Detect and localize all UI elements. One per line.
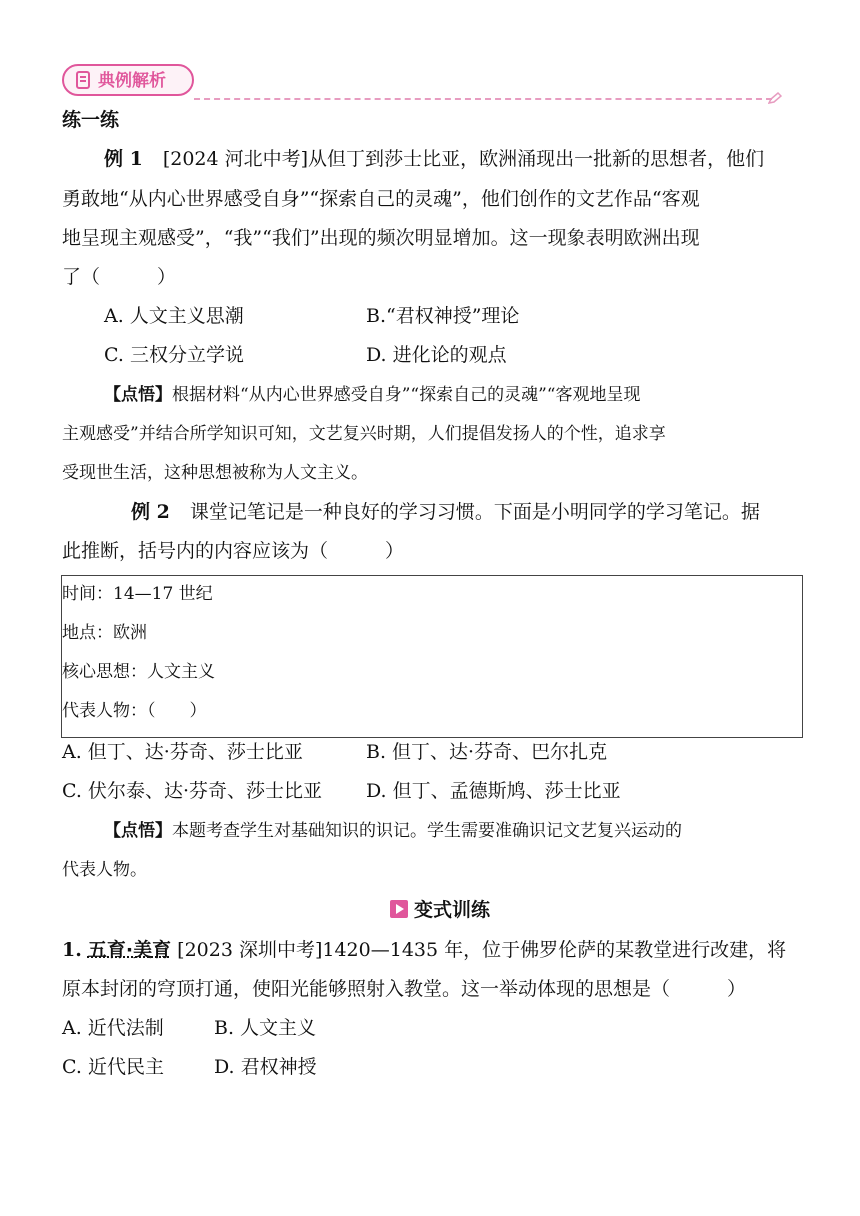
pencil-icon [768, 92, 782, 104]
example1-insight-line2: 主观感受”并结合所学知识可知，文艺复兴时期，人们提倡发扬人的个性，追求享 [62, 424, 666, 444]
insight-label: 【点悟】 [104, 385, 172, 405]
example1-option-a[interactable]: A. 人文主义思潮 [104, 305, 244, 327]
variant-q1-option-a[interactable]: A. 近代法制 [62, 1017, 164, 1039]
variant-q1-option-b[interactable]: B. 人文主义 [214, 1017, 317, 1039]
note-figures: 代表人物：（ ） [62, 701, 207, 721]
example1-label: 例 1 [104, 148, 143, 170]
example1-stem-line4: 了（ ） [62, 266, 177, 288]
section-header [62, 64, 194, 96]
example2-option-c[interactable]: C. 伏尔泰、达·芬奇、莎士比亚 [62, 780, 322, 802]
example2-insight-line1: 【点悟】本题考查学生对基础知识的识记。学生需要准确识记文艺复兴运动的 [104, 821, 682, 841]
note-time: 时间：14—17 世纪 [62, 584, 213, 604]
example2-label: 例 2 [131, 501, 170, 523]
example2-stem-line2: 此推断，括号内的内容应该为（ ） [62, 540, 405, 562]
example1-option-c[interactable]: C. 三权分立学说 [104, 344, 244, 366]
practice-label: 练一练 [62, 109, 120, 131]
note-core-idea: 核心思想：人文主义 [62, 662, 215, 682]
example1-option-d[interactable]: D. 进化论的观点 [366, 344, 507, 366]
header-divider [194, 98, 772, 100]
insight-label: 【点悟】 [104, 821, 172, 841]
example1-stem-line2: 勇敢地“从内心世界感受自身”“探索自己的灵魂”，他们创作的文艺作品“客观 [62, 188, 700, 210]
example1-stem-line1: 例 1 [2024 河北中考]从但丁到莎士比亚，欧洲涌现出一批新的思想者，他们 [104, 148, 765, 170]
section-title: 典例解析 [98, 71, 166, 91]
example1-insight-line1: 【点悟】根据材料“从内心世界感受自身”“探索自己的灵魂”“客观地呈现 [104, 385, 641, 405]
variant-q1-option-c[interactable]: C. 近代民主 [62, 1056, 164, 1078]
example1-option-b[interactable]: B.“君权神授”理论 [366, 305, 520, 327]
variant-q1-line1: 1. 五育·美育 [2023 深圳中考]1420—1435 年，位于佛罗伦萨的某教堂进行改建，将 [62, 939, 787, 961]
variant-title: 变式训练 [414, 899, 491, 921]
example2-option-d[interactable]: D. 但丁、孟德斯鸠、莎士比亚 [366, 780, 621, 802]
example2-option-a[interactable]: A. 但丁、达·芬奇、莎士比亚 [62, 741, 303, 763]
variant-q1-line2: 原本封闭的穹顶打通，使阳光能够照射入教堂。这一举动体现的思想是（ ） [62, 978, 747, 1000]
example2-option-b[interactable]: B. 但丁、达·芬奇、巴尔扎克 [366, 741, 608, 763]
example1-insight-line3: 受现世生活，这种思想被称为人文主义。 [62, 463, 368, 483]
example2-insight-line2: 代表人物。 [62, 860, 147, 880]
q1-tag: 五育·美育 [87, 939, 172, 961]
variant-q1-option-d[interactable]: D. 君权神授 [214, 1056, 317, 1078]
note-place: 地点：欧洲 [62, 623, 147, 643]
play-icon [390, 900, 408, 918]
document-icon [76, 71, 90, 89]
example1-stem-line3: 地呈现主观感受”，“我”“我们”出现的频次明显增加。这一现象表明欧洲出现 [62, 227, 700, 249]
example2-stem-line1: 例 2 课堂记笔记是一种良好的学习习惯。下面是小明同学的学习笔记。据 [131, 501, 760, 523]
